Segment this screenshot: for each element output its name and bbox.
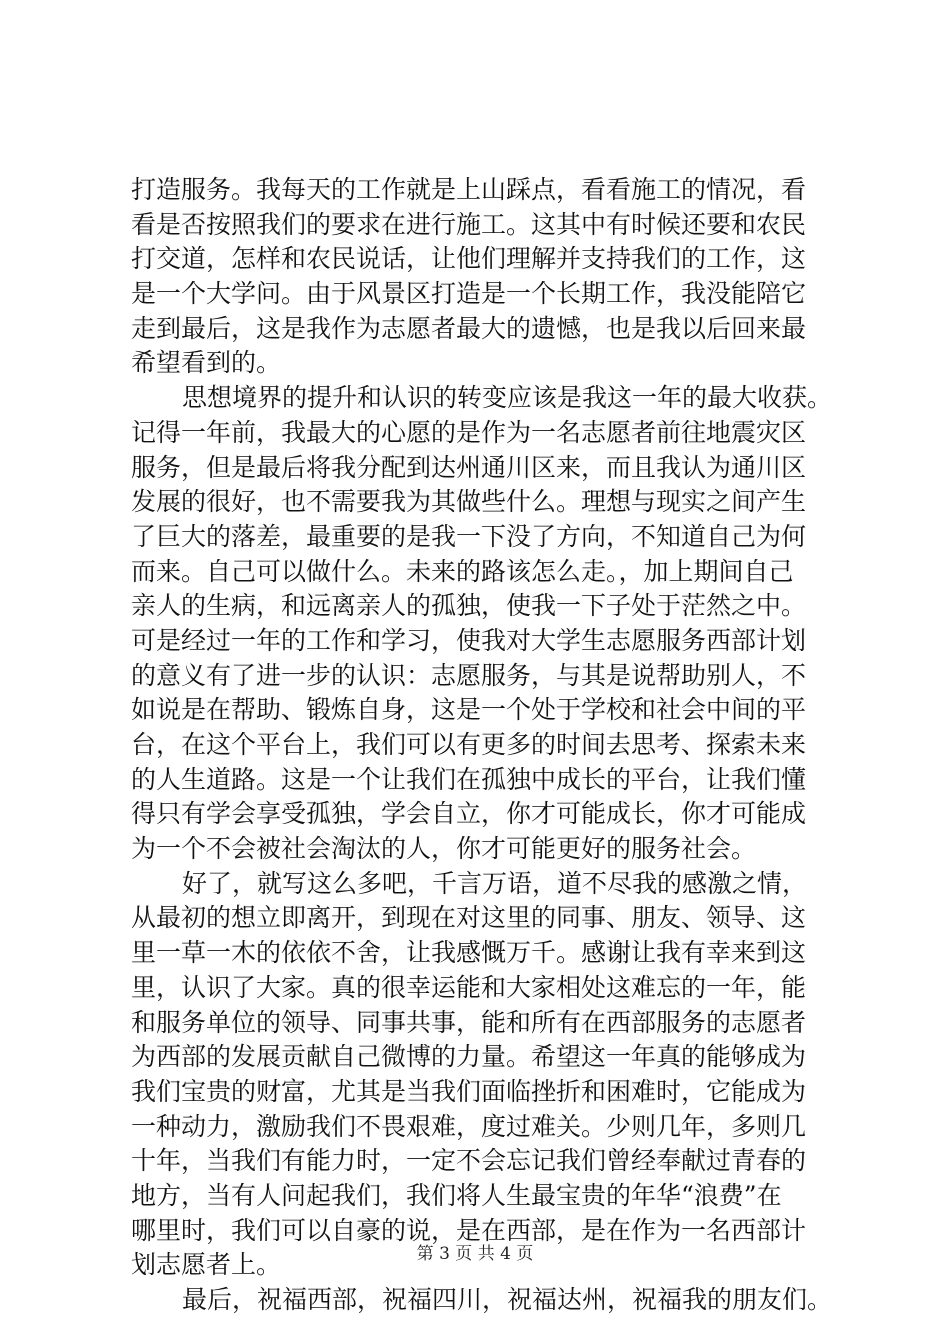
text-line: 为一个不会被社会淘汰的人，你才可能更好的服务社会。 bbox=[131, 834, 757, 864]
text-line: 希望看到的。 bbox=[131, 348, 282, 378]
text-line: 看是否按照我们的要求在进行施工。这其中有时候还要和农民 bbox=[131, 209, 807, 239]
text-line: 台，在这个平台上，我们可以有更多的时间去思考、探索未来 bbox=[131, 730, 807, 759]
text-line: 我们宝贵的财富，尤其是当我们面临挫折和困难时，它能成为 bbox=[131, 1076, 807, 1106]
text-line: 一种动力，激励我们不畏艰难，度过难关。少则几年，多则几 bbox=[131, 1111, 807, 1141]
text-line: 服务，但是最后将我分配到达州通川区来，而且我认为通川区 bbox=[131, 452, 807, 482]
text-line: 地方，当有人问起我们，我们将人生最宝贵的年华“浪费”在 bbox=[131, 1180, 782, 1210]
text-line: 划志愿者上。 bbox=[131, 1250, 282, 1280]
text-line: 为西部的发展贡献自己微博的力量。希望这一年真的能够成为 bbox=[131, 1042, 807, 1072]
text-line: 的人生道路。这是一个让我们在孤独中成长的平台，让我们懂 bbox=[131, 764, 807, 794]
text-line: 打造服务。我每天的工作就是上山踩点，看看施工的情况，看 bbox=[131, 175, 807, 204]
text-line: 记得一年前，我最大的心愿的是作为一名志愿者前往地震灾区 bbox=[131, 417, 807, 447]
text-line: 发展的很好，也不需要我为其做些什么。理想与现实之间产生 bbox=[131, 487, 807, 517]
text-line: 最后，祝福西部，祝福四川，祝福达州，祝福我的朋友们。 bbox=[182, 1285, 833, 1314]
text-line: 可是经过一年的工作和学习，使我对大学生志愿服务西部计划 bbox=[131, 625, 807, 655]
text-line: 打交道，怎样和农民说话，让他们理解并支持我们的工作，这 bbox=[131, 244, 807, 274]
text-line: 的意义有了进一步的认识：志愿服务，与其是说帮助别人，不 bbox=[131, 660, 807, 690]
text-line: 和服务单位的领导、同事共事，能和所有在西部服务的志愿者 bbox=[131, 1007, 807, 1037]
body-text bbox=[131, 173, 836, 1318]
text-line: 里一草一木的依依不舍，让我感慨万千。感谢让我有幸来到这 bbox=[131, 938, 807, 968]
text-line: 亲人的生病，和远离亲人的孤独，使我一下子处于茫然之中。 bbox=[131, 591, 807, 621]
text-line: 好了，就写这么多吧，千言万语，道不尽我的感激之情， bbox=[182, 868, 808, 898]
text-line: 是一个大学问。由于风景区打造是一个长期工作，我没能陪它 bbox=[131, 279, 807, 309]
text-line: 十年，当我们有能力时，一定不会忘记我们曾经奉献过青春的 bbox=[131, 1146, 807, 1176]
text-line: 得只有学会享受孤独，学会自立，你才可能成长，你才可能成 bbox=[131, 799, 807, 829]
text-line: 里，认识了大家。真的很幸运能和大家相处这难忘的一年，能 bbox=[131, 972, 807, 1002]
text-line: 思想境界的提升和认识的转变应该是我这一年的最大收获。 bbox=[182, 383, 833, 413]
text-line: 从最初的想立即离开，到现在对这里的同事、朋友、领导、这 bbox=[131, 903, 807, 933]
text-line: 哪里时，我们可以自豪的说，是在西部，是在作为一名西部计 bbox=[131, 1215, 807, 1245]
text-line: 走到最后，这是我作为志愿者最大的遗憾，也是我以后回来最 bbox=[131, 313, 807, 343]
text-line: 而来。自己可以做什么。未来的路该怎么走。，加上期间自己 bbox=[131, 556, 794, 586]
page-footer: 第 3 页 共 4 页 bbox=[416, 1244, 534, 1264]
text-line: 了巨大的落差，最重要的是我一下没了方向，不知道自己为何 bbox=[131, 521, 807, 551]
text-line: 如说是在帮助、锻炼自身，这是一个处于学校和社会中间的平 bbox=[131, 695, 807, 725]
